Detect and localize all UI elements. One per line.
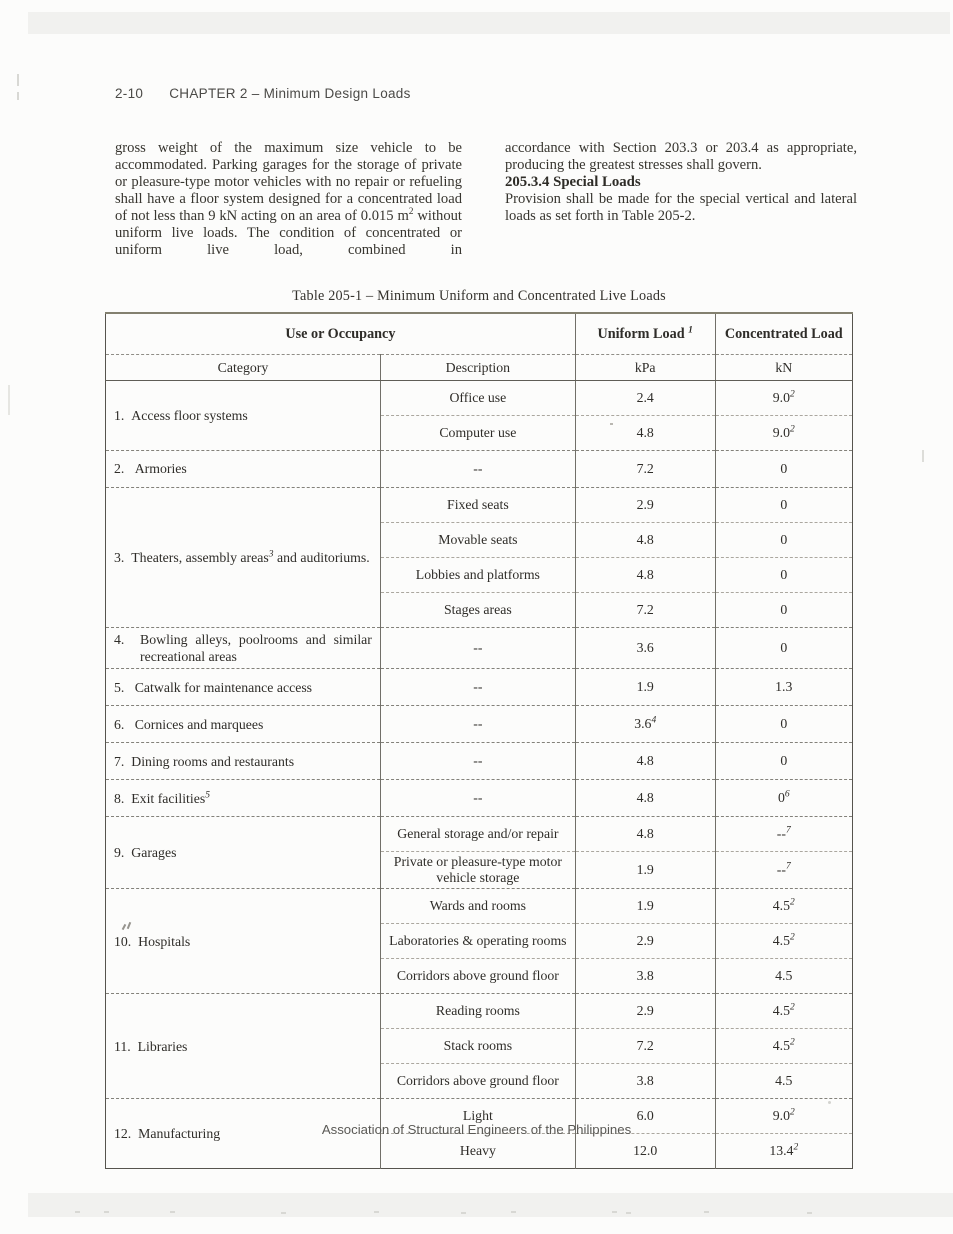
concentrated-load-cell: 1.3	[715, 669, 852, 706]
description-cell: Laboratories & operating rooms	[380, 924, 575, 959]
scan-artifact	[170, 1211, 175, 1213]
uniform-load-cell: 4.8	[575, 558, 715, 593]
concentrated-load-cell: 4.5$^2$	[715, 889, 852, 924]
uniform-load-cell: 1.9	[575, 852, 715, 889]
concentrated-load-cell: 0	[715, 523, 852, 558]
uniform-load-cell: 3.6	[575, 628, 715, 669]
uniform-load-cell: 1.9	[575, 669, 715, 706]
uniform-load-cell: 4.8	[575, 817, 715, 852]
scan-artifact	[626, 1212, 631, 1214]
table-row	[106, 817, 853, 852]
uniform-load-cell: 7.2	[575, 451, 715, 488]
concentrated-load-cell: --$^7$	[715, 817, 852, 852]
right-column	[505, 140, 857, 226]
superscript: 2	[408, 207, 414, 218]
uniform-load-cell: 3.6$^4$	[575, 706, 715, 743]
scan-band-top	[28, 12, 950, 34]
description-cell: --	[380, 780, 575, 817]
uniform-load-cell: 2.9	[575, 994, 715, 1029]
description-cell: --	[380, 706, 575, 743]
uniform-load-cell: 12.0	[575, 1134, 715, 1169]
header-kpa: kPa	[575, 355, 715, 381]
concentrated-load-cell: 9.0$^2$	[715, 381, 852, 416]
concentrated-load-cell: 9.0$^2$	[715, 416, 852, 451]
scan-artifact	[281, 1212, 286, 1214]
table-row	[106, 451, 853, 488]
description-cell: General storage and/or repair	[380, 817, 575, 852]
concentrated-load-cell: 0	[715, 706, 852, 743]
concentrated-load-cell: 0	[715, 743, 852, 780]
description-cell: Movable seats	[380, 523, 575, 558]
uniform-load-cell: 3.8	[575, 959, 715, 994]
description-cell: Lobbies and platforms	[380, 558, 575, 593]
table-section	[105, 288, 853, 1169]
concentrated-load-cell: 13.4$^2$	[715, 1134, 852, 1169]
category-cell: 2. Armories	[106, 451, 381, 488]
paragraph-text: without uniform live loads. The condition of concentrated or uniform live load, combined in	[115, 208, 462, 259]
concentrated-load-cell: 0	[715, 451, 852, 488]
scan-artifact	[17, 92, 19, 100]
paragraph: accordance with Section 203.3 or 203.4 as appropriate, producing the greatest stresses shall govern.	[505, 140, 857, 174]
scan-artifact	[612, 1211, 617, 1213]
chapter-title: CHAPTER 2 – Minimum Design Loads	[169, 86, 411, 101]
scan-artifact	[922, 450, 924, 462]
table-row	[106, 994, 853, 1029]
table-row	[106, 743, 853, 780]
uniform-load-cell: 6.0	[575, 1099, 715, 1134]
concentrated-load-cell: 4.5$^2$	[715, 1029, 852, 1064]
table-row	[106, 780, 853, 817]
description-cell: Office use	[380, 381, 575, 416]
header-kn: kN	[715, 355, 852, 381]
live-loads-table	[105, 312, 853, 1169]
description-cell: Heavy	[380, 1134, 575, 1169]
table-row	[106, 706, 853, 743]
scan-artifact	[104, 1211, 109, 1213]
category-cell: 8. Exit facilities$^5$	[106, 780, 381, 817]
page-header	[115, 86, 411, 101]
description-cell: Stack rooms	[380, 1029, 575, 1064]
description-cell: Light	[380, 1099, 575, 1134]
category-cell: 7. Dining rooms and restaurants	[106, 743, 381, 780]
description-cell: --	[380, 451, 575, 488]
concentrated-load-cell: 0$^6$	[715, 780, 852, 817]
concentrated-load-cell: 4.5$^2$	[715, 994, 852, 1029]
header-description: Description	[380, 355, 575, 381]
header-category: Category	[106, 355, 381, 381]
concentrated-load-cell: 9.0$^2$	[715, 1099, 852, 1134]
description-cell: Computer use	[380, 416, 575, 451]
description-cell: Corridors above ground floor	[380, 1064, 575, 1099]
scan-artifact	[75, 1211, 80, 1213]
description-cell: Wards and rooms	[380, 889, 575, 924]
table-row	[106, 488, 853, 523]
scan-artifact	[374, 1211, 379, 1213]
left-column-paragraph	[115, 140, 462, 259]
category-cell: 9. Garages	[106, 817, 381, 889]
concentrated-load-cell: 0	[715, 488, 852, 523]
scan-artifact	[511, 1211, 516, 1213]
scan-artifact	[8, 385, 10, 415]
paragraph-text: gross weight of the maximum size vehicle to be accommodated. Parking garages for the storage of private or pleasure-type motor vehicles with no repair or refueling shall have a floor system designed for a concentrated load of not less than 9 kN acting on an area of 0.015 m	[115, 140, 462, 225]
uniform-load-cell: 4.8	[575, 743, 715, 780]
footnote-ref: 1	[688, 324, 693, 335]
scan-band-bottom	[28, 1193, 953, 1217]
category-cell: 11. Libraries	[106, 994, 381, 1099]
uniform-load-cell: 4.8	[575, 416, 715, 451]
scan-artifact	[704, 1211, 709, 1213]
description-cell: --	[380, 628, 575, 669]
uniform-load-cell: 2.9	[575, 924, 715, 959]
table-row	[106, 381, 853, 416]
uniform-load-cell: 4.8	[575, 523, 715, 558]
description-cell: Corridors above ground floor	[380, 959, 575, 994]
description-cell: Stages areas	[380, 593, 575, 628]
category-cell: 10. Hospitals	[106, 889, 381, 994]
concentrated-load-cell: --$^7$	[715, 852, 852, 889]
concentrated-load-cell: 0	[715, 593, 852, 628]
uniform-load-cell: 7.2	[575, 1029, 715, 1064]
description-cell: --	[380, 669, 575, 706]
uniform-load-cell: 3.8	[575, 1064, 715, 1099]
page-footer: Association of Structural Engineers of the Philippines	[321, 1122, 632, 1137]
paragraph: Provision shall be made for the special vertical and lateral loads as set forth in Table 205-2.	[505, 191, 857, 225]
concentrated-load-cell: 4.5	[715, 959, 852, 994]
description-cell: --	[380, 743, 575, 780]
category-cell: 12. Manufacturing	[106, 1099, 381, 1169]
scan-artifact	[461, 1212, 466, 1214]
uniform-load-cell: 7.2	[575, 593, 715, 628]
uniform-load-cell: 4.8	[575, 780, 715, 817]
scan-artifact	[17, 74, 19, 86]
scan-artifact	[807, 1212, 812, 1214]
uniform-load-cell: 2.4	[575, 381, 715, 416]
table-row	[106, 889, 853, 924]
category-cell: 3. Theaters, assembly areas$^3$ and auditoriums.	[106, 488, 381, 628]
table-row	[106, 628, 853, 669]
description-cell: Fixed seats	[380, 488, 575, 523]
category-cell: 4. Bowling alleys, poolrooms and similar recreational areas	[106, 628, 381, 669]
concentrated-load-cell: 4.5	[715, 1064, 852, 1099]
section-heading: 205.3.4 Special Loads	[505, 174, 641, 191]
uniform-load-cell: 1.9	[575, 889, 715, 924]
description-cell: Private or pleasure-type motor vehicle storage	[380, 852, 575, 889]
uniform-load-cell: 2.9	[575, 488, 715, 523]
concentrated-load-cell: 4.5$^2$	[715, 924, 852, 959]
header-concentrated-load: Concentrated Load	[715, 313, 852, 355]
table-title: Table 205-1 – Minimum Uniform and Concentrated Live Loads	[292, 288, 666, 304]
concentrated-load-cell: 0	[715, 628, 852, 669]
header-use-or-occupancy: Use or Occupancy	[106, 313, 576, 355]
description-cell: Reading rooms	[380, 994, 575, 1029]
category-cell: 6. Cornices and marquees	[106, 706, 381, 743]
category-cell: 1. Access floor systems	[114, 407, 248, 423]
header-uniform-load: Uniform Load $^1$	[575, 313, 715, 355]
concentrated-load-cell: 0	[715, 558, 852, 593]
category-cell: 5. Catwalk for maintenance access	[106, 669, 381, 706]
table-row	[106, 669, 853, 706]
page-number: 2-10	[115, 86, 144, 101]
